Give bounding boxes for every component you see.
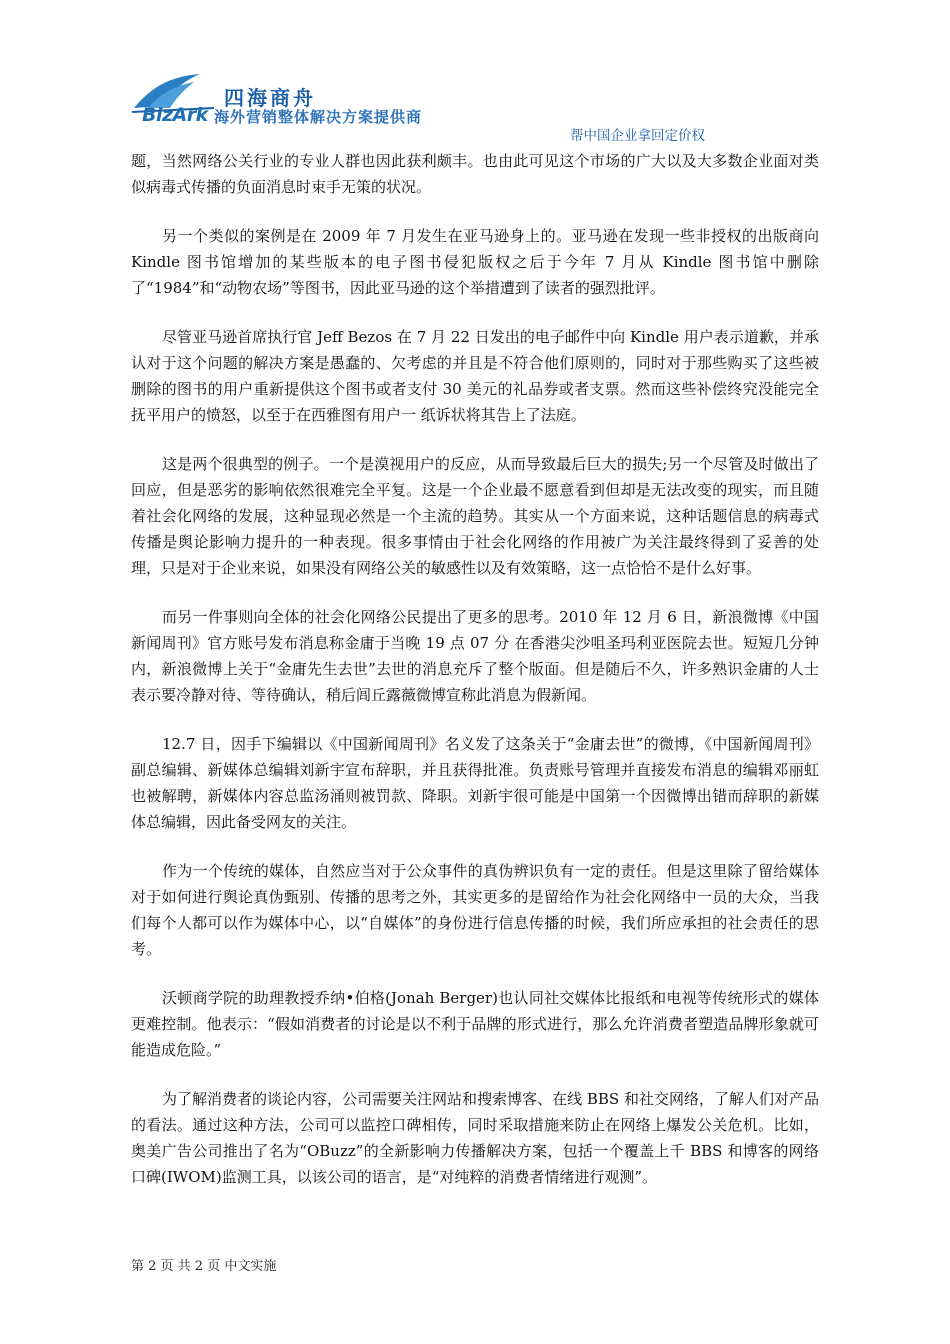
page-footer: 第 2 页 共 2 页 中文实施: [131, 1259, 277, 1274]
logo-wordmark: BizArk: [142, 104, 208, 126]
paragraph: 题，当然网络公关行业的专业人群也因此获利颇丰。也由此可见这个市场的广大以及大多数企业面对类似病毒式传播的负面消息时束手无策的状况。: [131, 152, 819, 196]
paragraph: 这是两个很典型的例子。一个是漠视用户的反应，从而导致最后巨大的损失;另一个尽管及时做出了回应，但是恶劣的影响依然很难完全平复。这是一个企业最不愿意看到但却是无法改变的现实，而且随着社会化网络的发展，这种显现必然是一个主流的趋势。其实从一个方面来说，这种话题信息的病毒式传播是舆论影响力提升的一种表现。很多事情由于社会化网络的作用被广为关注最终得到了妥善的处理，只是对于企业来说，如果没有网络公关的敏感性以及有效策略，这一点恰恰不是什么好事。: [131, 455, 819, 577]
brand-name: 四海商舟: [224, 86, 316, 110]
paragraph: 另一个类似的案例是在 2009 年 7 月发生在亚马逊身上的。亚马逊在发现一些非授权的出版商向 Kindle 图书馆增加的某些版本的电子图书侵犯版权之后于今年 7 月从 Kindle 图书馆中删除了“1984”和“动物农场”等图书，因此亚马逊的这个举措遭到了读者的强烈批评。: [131, 227, 819, 297]
bizark-logo: [128, 68, 224, 132]
paragraph: 为了解消费者的谈论内容，公司需要关注网站和搜索博客、在线 BBS 和社交网络，了解人们对产品的看法。通过这种方法，公司可以监控口碑相传，同时采取措施来防止在网络上爆发公关危机。比如，奥美广告公司推出了名为“OBuzz”的全新影响力传播解决方案，包括一个覆盖上千 BBS 和博客的网络口碑(IWOM)监测工具，以该公司的语言，是“对纯粹的消费者情绪进行观测”。: [131, 1090, 819, 1186]
paragraph: 作为一个传统的媒体，自然应当对于公众事件的真伪辨识负有一定的责任。但是这里除了留给媒体对于如何进行舆论真伪甄别、传播的思考之外，其实更多的是留给作为社会化网络中一员的大众，当我们每个人都可以作为媒体中心，以“自媒体”的身份进行信息传播的时候，我们所应承担的社会责任的思考。: [131, 862, 819, 958]
paragraph: 沃顿商学院的助理教授乔纳•伯格(Jonah Berger)也认同社交媒体比报纸和电视等传统形式的媒体更难控制。他表示：“假如消费者的讨论是以不利于品牌的形式进行，那么允许消费者塑造品牌形象就可能造成危险。”: [131, 989, 819, 1059]
paragraph: 12.7 日，因手下编辑以《中国新闻周刊》名义发了这条关于“金庸去世”的微博，《中国新闻周刊》副总编辑、新媒体总编辑刘新宇宣布辞职，并且获得批准。负责账号管理并直接发布消息的编辑邓丽虹也被解聘，新媒体内容总监汤涌则被罚款、降职。刘新宇很可能是中国第一个因微博出错而辞职的新媒体总编辑，因此备受网友的关注。: [131, 735, 819, 831]
document-body: [131, 148, 819, 1213]
header-tagline: 帮中国企业拿回定价权: [570, 128, 705, 144]
paragraph: 而另一件事则向全体的社会化网络公民提出了更多的思考。2010 年 12 月 6 日，新浪微博《中国新闻周刊》官方账号发布消息称金庸于当晚 19 点 07 分 在香港尖沙咀圣玛利亚医院去世。短短几分钟内，新浪微博上关于“金庸先生去世”去世的消息充斥了整个版面。但是随后不久，许多熟识金庸的人士表示要冷静对待、等待确认，稍后闾丘露薇微博宣称此消息为假新闻。: [131, 608, 819, 704]
brand-slogan: 海外营销整体解决方案提供商: [214, 108, 423, 126]
paragraph: 尽管亚马逊首席执行官 Jeff Bezos 在 7 月 22 日发出的电子邮件中向 Kindle 用户表示道歉，并承认对于这个问题的解决方案是愚蠢的、欠考虑的并且是不符合他们原则的，同时对于那些购买了这些被删除的图书的用户重新提供这个图书或者支付 30 美元的礼品券或者支票。然而这些补偿终究没能完全抚平用户的愤怒，以至于在西雅图有用户一 纸诉状将其告上了法庭。: [131, 328, 819, 424]
